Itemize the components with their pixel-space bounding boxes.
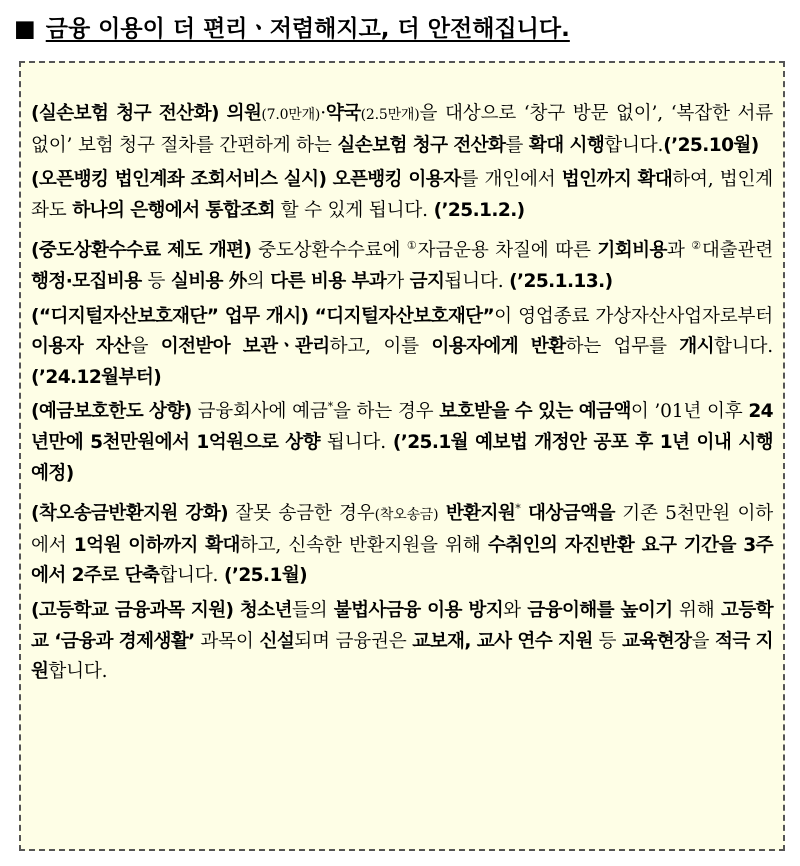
policy-item-text: 이전받아 보관ㆍ관리	[160, 336, 330, 358]
policy-item-title: (중도상환수수료 제도 개편)	[31, 240, 252, 262]
policy-item-text: 불법사금융 이용 방지	[333, 599, 504, 621]
policy-item-text: (’24.12월부터)	[31, 366, 162, 388]
section-title: 금융 이용이 더 편리ㆍ저렴해지고, 더 안전해집니다.	[45, 16, 570, 42]
square-bullet-icon: ■	[14, 16, 36, 42]
policy-item-text: 됩니다.	[444, 270, 510, 292]
policy-item-text: 금융이해를 높이기	[527, 599, 673, 621]
policy-item-text: (’25.10월)	[663, 134, 759, 156]
policy-item-text: 가	[386, 270, 410, 292]
policy-item-text	[438, 503, 445, 524]
policy-item-list	[31, 99, 773, 839]
policy-item-text: (2.5만개)	[360, 107, 420, 123]
policy-item-text: 합니다.	[159, 565, 224, 587]
policy-item-title: (예금보호한도 상향)	[31, 401, 192, 423]
policy-item-text: 의	[246, 270, 271, 292]
policy-item-title: (오픈뱅킹 법인계좌 조회서비스 실시)	[31, 169, 327, 191]
policy-item-text: 합니다.	[604, 134, 664, 156]
policy-item	[31, 302, 773, 394]
policy-item-text: 되며 금융권은	[294, 630, 413, 652]
policy-item-text: 의원	[226, 103, 262, 124]
policy-item-text: 24년만에 5천만원에서 1억원으로 상향	[31, 401, 773, 453]
policy-item-title: (“디지털자산보호재단” 업무 개시)	[31, 305, 309, 327]
policy-item-text: 약국	[325, 103, 361, 124]
policy-item-text: 금지	[409, 270, 445, 292]
policy-item-text: 을	[130, 336, 161, 358]
policy-item-text: 대상금액을	[528, 503, 615, 525]
policy-item-text: ①	[406, 239, 418, 253]
policy-item-text: 합니다.	[48, 661, 108, 683]
policy-item-text: (’25.1.2.)	[433, 199, 525, 221]
policy-item-text: 들의	[291, 599, 334, 621]
policy-item	[31, 397, 773, 489]
policy-item-title: (고등학교 금융과목 지원)	[31, 599, 234, 621]
policy-item-text: 반환지원	[445, 503, 516, 525]
policy-item-text: (7.0만개)	[261, 107, 321, 123]
policy-item-text: 교육현장	[622, 630, 692, 652]
policy-item-text: 적극 지원	[31, 630, 773, 683]
policy-item-text: 청소년	[239, 599, 292, 621]
policy-item-text: 실비용 外	[170, 270, 247, 292]
policy-item-text: 개시	[679, 336, 714, 358]
policy-item-title: (실손보험 청구 전산화)	[31, 103, 219, 124]
policy-item-text	[521, 503, 528, 524]
policy-item-text: 이용자에게 반환	[431, 336, 566, 358]
policy-item-text: 이 ’01년 이후	[630, 401, 749, 423]
policy-item-text: 교보재, 교사 연수 지원	[412, 630, 593, 652]
policy-item-text: 하여, 법인계좌도	[31, 169, 774, 221]
policy-item-text: ·	[320, 103, 326, 124]
policy-item-text: 잘못 송금한 경우	[228, 503, 375, 525]
policy-item-text: 을 대상으로 ‘창구 방문 없이’, ‘복잡한 서류 없이’ 보험 청구 절차를 간편하게 하는	[31, 103, 773, 156]
policy-item	[31, 236, 773, 297]
policy-item	[31, 499, 773, 592]
policy-item-title: (착오송금반환지원 강화)	[31, 503, 228, 525]
policy-item-text: 하고, 이를	[329, 336, 432, 358]
policy-item-text: *	[327, 400, 333, 414]
policy-item	[31, 99, 773, 161]
policy-item-text: 등	[141, 270, 171, 292]
policy-item-text: 오픈뱅킹 이용자	[332, 169, 461, 191]
policy-item-text: 와	[503, 599, 528, 621]
policy-item-text: “디지털자산보호재단”	[314, 305, 495, 327]
policy-item-text: 보호받을 수 있는 예금액	[439, 401, 631, 423]
policy-item-text: 수취인의 자진반환 요구 기간을 3주에서 2주로 단축	[31, 534, 773, 587]
policy-item-text: 다른 비용 부과	[270, 270, 387, 292]
policy-item-text: 기회비용	[597, 240, 667, 262]
policy-summary-box	[19, 61, 785, 851]
section-heading	[14, 12, 786, 46]
policy-item-text: 를	[505, 134, 529, 156]
policy-item-text: 이 영업종료 가상자산사업자로부터	[494, 305, 773, 327]
policy-item-text: 을 하는 경우	[332, 401, 440, 423]
policy-item-text: 대출관련	[701, 240, 773, 262]
policy-item-text: 고등학교 ‘금융과 경제생활’	[31, 599, 773, 652]
policy-item-text: 금융회사에 예금	[191, 401, 328, 423]
policy-item-text: 신설	[259, 630, 295, 652]
policy-item-text: 확대 시행	[528, 134, 605, 156]
policy-item-text: 1억원 이하까지 확대	[73, 534, 240, 556]
policy-item-text: (’25.1월)	[223, 565, 308, 587]
policy-item-text: 됩니다.	[319, 431, 393, 453]
policy-item-text: 하는 업무를	[565, 336, 680, 358]
policy-item-text: 하고, 신속한 반환지원을 위해	[239, 534, 488, 556]
policy-item-text: 하나의 은행에서 통합조회	[72, 199, 275, 221]
policy-item-text: 기존 5천만원 이하에서	[31, 503, 774, 556]
policy-item-text: 법인까지 확대	[561, 169, 673, 191]
policy-item-text: 위해	[672, 599, 721, 621]
policy-item-text: *	[515, 501, 521, 515]
policy-item-text: 중도상환수수료에	[251, 240, 407, 262]
policy-item-text: 등	[592, 630, 622, 652]
policy-item-text: 과	[666, 240, 692, 262]
policy-item-text: 이용자 자산	[31, 336, 131, 358]
policy-item-text: (’25.1월 예보법 개정안 공포 후 1년 이내 시행 예정)	[31, 431, 773, 484]
policy-item-text: 할 수 있게 됩니다.	[274, 199, 434, 221]
policy-item-text: 를 개인에서	[460, 169, 562, 191]
policy-item-text: 합니다.	[714, 336, 773, 358]
policy-item	[31, 596, 773, 688]
policy-item-text: (’25.1.13.)	[509, 270, 613, 292]
policy-item	[31, 165, 773, 226]
policy-item-text: (착오송금)	[374, 507, 439, 524]
policy-item-text: 실손보험 청구 전산화	[337, 134, 506, 156]
policy-item-text: 자금운용 차질에 따른	[417, 240, 598, 262]
policy-item-text: ②	[691, 239, 702, 253]
policy-item-text: 을	[691, 630, 715, 652]
policy-item-text: 행정·모집비용	[31, 270, 142, 292]
policy-item-text	[219, 103, 227, 124]
policy-item-text: 과목이	[194, 630, 260, 652]
